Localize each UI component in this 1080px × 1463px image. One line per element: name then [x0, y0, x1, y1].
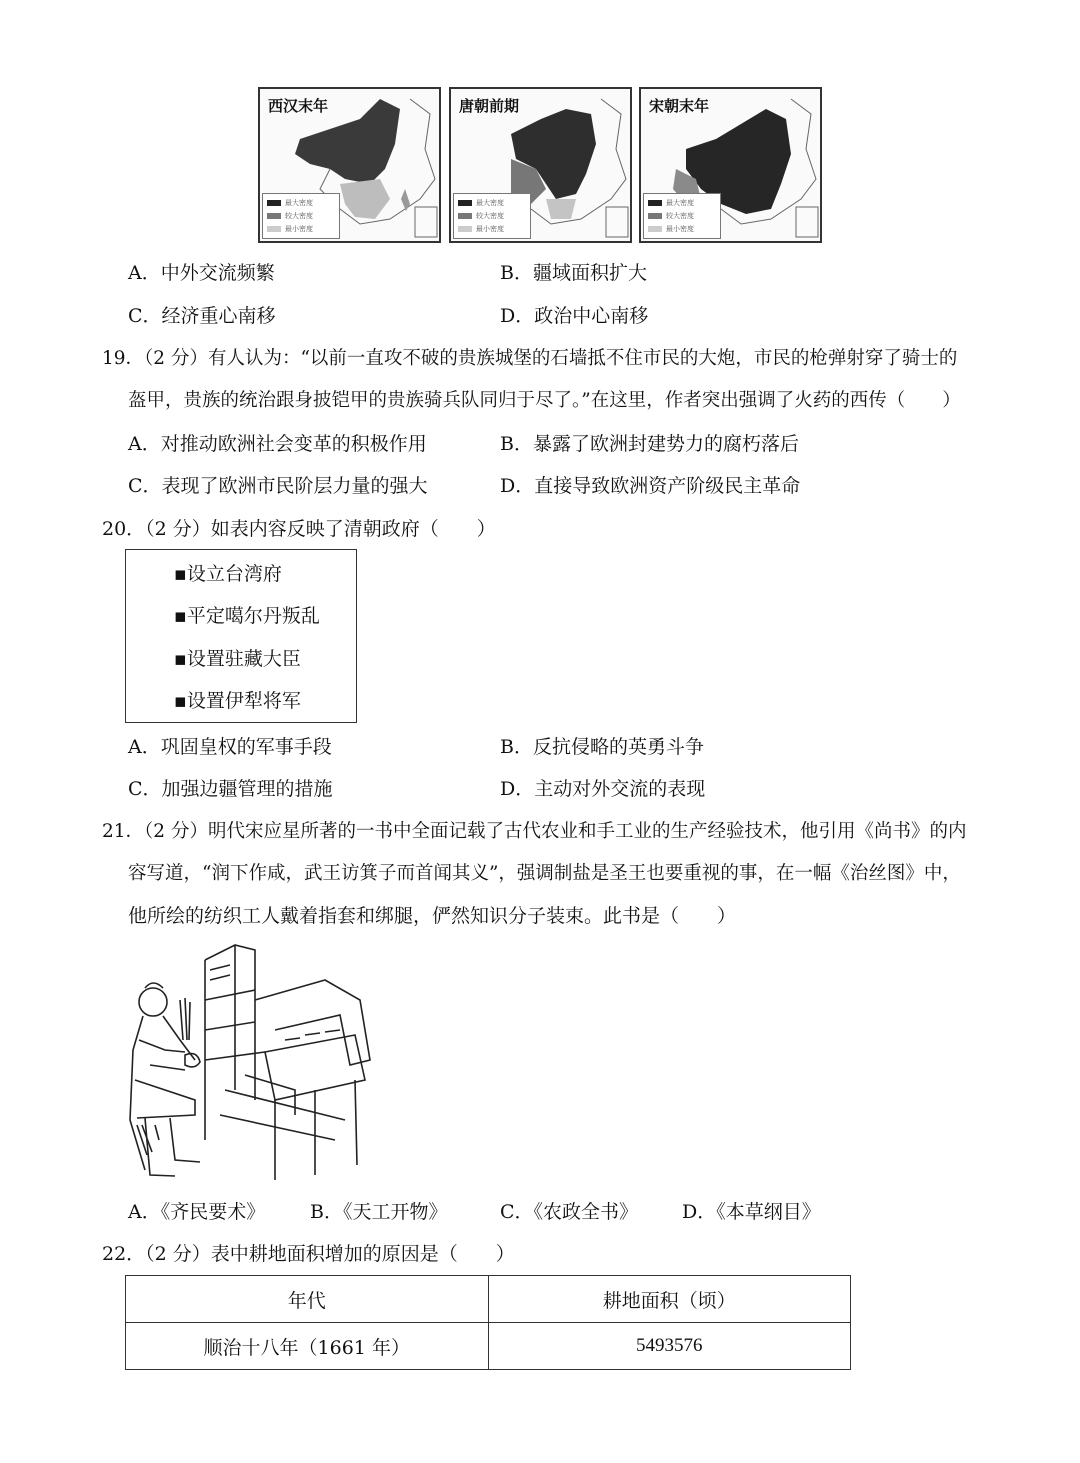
- q20-stem: 20．（2 分）如表内容反映了清朝政府（ ）: [102, 518, 496, 540]
- q18-option-d[interactable]: D．政治中心南移: [500, 305, 649, 327]
- map-legend: [643, 193, 721, 239]
- q21-stem-line3: 他所绘的纺织工人戴着指套和绑腿，俨然知识分子装束。此书是（ ）: [128, 905, 737, 927]
- table-header-cell: 年代: [126, 1276, 489, 1323]
- q20-option-a[interactable]: A．巩固皇权的军事手段: [128, 736, 332, 758]
- legend-label: 较大密度: [476, 212, 504, 220]
- q19-option-a[interactable]: A．对推动欧洲社会变革的积极作用: [128, 433, 427, 455]
- map-legend: [453, 193, 531, 239]
- map-title: 西汉末年: [268, 97, 329, 115]
- legend-label: 最小密度: [285, 225, 313, 233]
- table-row: [126, 1323, 851, 1370]
- legend-swatch: [458, 200, 472, 206]
- table-cell: 顺治十八年（1661 年）: [126, 1323, 489, 1370]
- q22-table: [125, 1275, 851, 1370]
- legend-label: 最大密度: [476, 199, 504, 207]
- q20-option-b[interactable]: B．反抗侵略的英勇斗争: [500, 736, 704, 758]
- q21-stem-line2: 容写道，“润下作咸，武王访箕子而首闻其义”，强调制盐是圣王也要重视的事，在一幅《治丝图》中，: [128, 863, 961, 884]
- q19-option-c[interactable]: C．表现了欧洲市民阶层力量的强大: [128, 475, 428, 497]
- q19-option-d[interactable]: D．直接导致欧洲资产阶级民主革命: [500, 475, 801, 497]
- loom-drawing: [125, 940, 380, 1185]
- map-title: 唐朝前期: [459, 97, 520, 115]
- q20-option-d[interactable]: D．主动对外交流的表现: [500, 778, 706, 800]
- q20-content-box: [125, 549, 357, 723]
- map-western-han: [258, 87, 441, 243]
- q18-option-c[interactable]: C．经济重心南移: [128, 305, 276, 327]
- table-cell: 5493576: [488, 1323, 851, 1370]
- legend-swatch: [267, 200, 281, 206]
- q21-option-b[interactable]: B．《天工开物》: [310, 1201, 448, 1223]
- legend-swatch: [648, 200, 662, 206]
- q18-option-a[interactable]: A．中外交流频繁: [128, 262, 275, 284]
- legend-label: 较大密度: [666, 212, 694, 220]
- legend-label: 最小密度: [476, 225, 504, 233]
- q22-stem: 22．（2 分）表中耕地面积增加的原因是（ ）: [102, 1243, 515, 1265]
- legend-swatch: [648, 226, 662, 232]
- legend-label: 最小密度: [666, 225, 694, 233]
- q21-option-c[interactable]: C．《农政全书》: [500, 1201, 639, 1223]
- q19-stem-line1: 19．（2 分）有人认为：“以前一直攻不破的贵族城堡的石墙抵不住市民的大炮，市民的枪弹射穿了骑士的: [102, 348, 958, 369]
- legend-swatch: [267, 213, 281, 219]
- q18-option-b[interactable]: B．疆域面积扩大: [500, 262, 647, 284]
- q21-option-d[interactable]: D．《本草纲目》: [682, 1201, 821, 1223]
- table-header-cell: 耕地面积（顷）: [488, 1276, 851, 1323]
- q19-option-b[interactable]: B．暴露了欧洲封建势力的腐朽落后: [500, 433, 799, 455]
- legend-swatch: [648, 213, 662, 219]
- map-late-song: [639, 87, 822, 243]
- legend-label: 最大密度: [285, 199, 313, 207]
- q20-option-c[interactable]: C．加强边疆管理的措施: [128, 778, 333, 800]
- table-header-row: [126, 1276, 851, 1323]
- q20-list-item: ▪设置驻藏大臣: [174, 648, 301, 670]
- q21-option-a[interactable]: A．《齐民要术》: [128, 1201, 266, 1223]
- map-early-tang: [449, 87, 632, 243]
- map-legend: [262, 193, 340, 239]
- legend-label: 较大密度: [285, 212, 313, 220]
- q19-stem-line2: 盔甲，贵族的统治跟身披铠甲的贵族骑兵队同归于尽了。”在这里，作者突出强调了火药的西传（ ）: [128, 390, 961, 411]
- legend-swatch: [458, 213, 472, 219]
- map-title: 宋朝末年: [649, 97, 710, 115]
- q20-list-item: ▪设立台湾府: [174, 563, 282, 585]
- q20-list-item: ▪设置伊犁将军: [174, 690, 301, 712]
- legend-swatch: [267, 226, 281, 232]
- weaving-illustration: [125, 940, 380, 1185]
- q20-list-item: ▪平定噶尔丹叛乱: [174, 605, 320, 627]
- legend-swatch: [458, 226, 472, 232]
- legend-label: 最大密度: [666, 199, 694, 207]
- q21-stem-line1: 21．（2 分）明代宋应星所著的一书中全面记载了古代农业和手工业的生产经验技术，他引用《尚书》的内: [102, 821, 967, 842]
